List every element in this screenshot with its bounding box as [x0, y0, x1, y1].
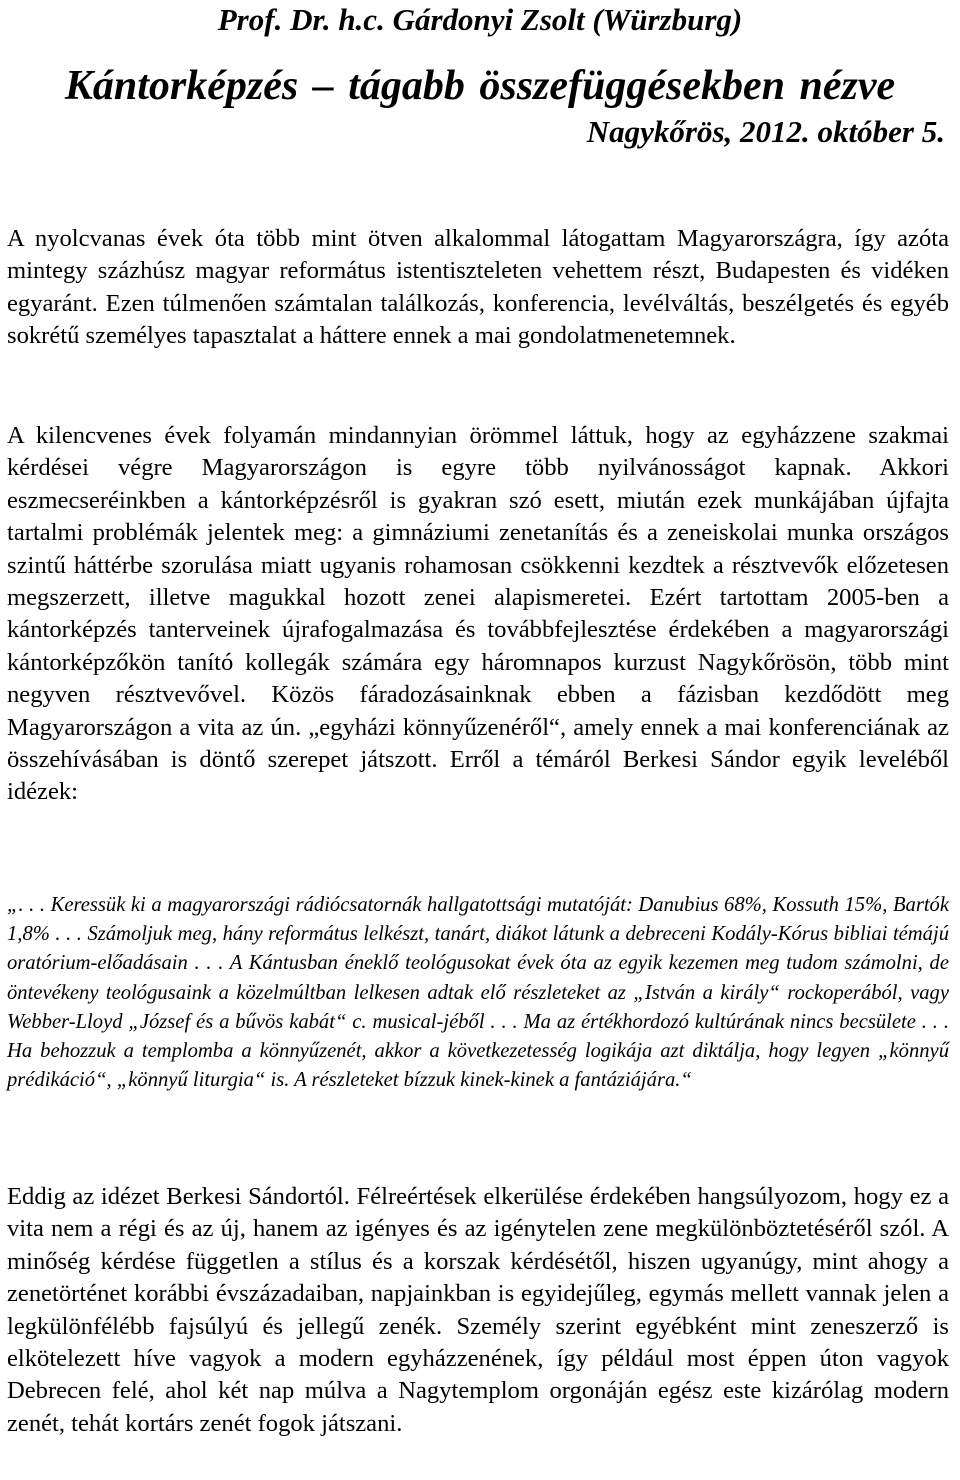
body-paragraph-3: Eddig az idézet Berkesi Sándortól. Félreértések elkerülése érdekében hangsúlyozom, hogy ez a vita nem a régi és az új, hanem az igényes és az igénytelen zene megkülönböztetéséről szól. A minőség kérdése független a stílus és a korszak kérdésétől, hiszen ugyanúgy, mint ahogy a zenetörténet korábbi évszázadaiban, napjainkban is egyidejűleg, egymás mellett vannak jelen a legkülönfélébb fajsúlyú és jellegű zenék. Személy szerint egyébként mint zeneszerző is elkötelezett híve vagyok a modern egyházzenének, így például most éppen úton vagyok Debrecen felé, ahol két nap múlva a Nagytemplom orgonáján egész este kizárólag modern zenét, tehát kortárs zenét fogok játszani. — [7, 1183, 949, 1437]
block-quote: „. . . Keressük ki a magyarországi rádiócsatornák hallgatottsági mutatóját: Danubius 68%, Kossuth 15%, Bartók 1,8% . . . Számoljuk meg, hány református lelkészt, tanárt, diákot látunk a debreceni Kodály-Kórus bibliai témájú oratórium-előadásain . . . A Kántusban éneklő teológusokat évek óta az egyik kezemen meg tudom számolni, de öntevékeny teológusaink a közelmúltban lelkesen adtak elő részleteket az „István a király“ rockoperából, vagy Webber-Lloyd „József és a bűvös kabát“ c. musical-jéből . . . Ma az értékhordozó kultúrának nincs becsülete . . . Ha behozzuk a templomba a könnyűzenét, akkor a következetesség logikája azt diktálja, hogy legyen „könnyű prédikáció“, „könnyű liturgia“ is. A részleteket bízzuk kinek-kinek a fantáziájára.“ — [7, 894, 949, 1092]
author-line: Prof. Dr. h.c. Gárdonyi Zsolt (Würzburg) — [217, 2, 743, 37]
body-paragraph-1: A nyolcvanas évek óta több mint ötven alkalommal látogattam Magyarországra, így azóta mintegy százhúsz magyar református istentiszteleten vehettem részt, Budapesten és vidéken egyaránt. Ezen túlmenően számtalan találkozás, konferencia, levélváltás, beszélgetés és egyéb sokrétű személyes tapasztalat a háttere ennek a mai gondolatmenetemnek. — [7, 225, 949, 350]
document-title: Kántorképzés – tágabb összefüggésekben nézve — [64, 63, 896, 109]
body-paragraph-2: A kilencvenes évek folyamán mindannyian örömmel láttuk, hogy az egyházzene szakmai kérdései végre Magyarországon is egyre több nyilvánosságot kapnak. Akkori eszmecseréinkben a kántorképzésről is gyakran szó esett, miután ezek munkájában újfajta tartalmi problémák jelentek meg: a gimnáziumi zenetanítás és a zeneiskolai munka országos szintű háttérbe szorulása miatt ugyanis rohamosan csökkenni kezdtek a résztvevők előzetesen megszerzett, illetve magukkal hozott zenei alapismeretei. Ezért tartottam 2005-ben a kántorképzés tanterveinek újrafogalmazása és továbbfejlesztése érdekében a magyarországi kántorképzőkön tanító kollegák számára egy háromnapos kurzust Nagykőrösön, több mint negyven résztvevővel. Közös fáradozásainknak ebben a fázisban kezdődött meg Magyarországon a vita az ún. „egyházi könnyűzenéről“, amely ennek a mai konferenciának az összehívásában is döntő szerepet játszott. Erről a témáról Berkesi Sándor egyik leveléből idézek: — [7, 422, 949, 806]
place-date-line: Nagykőrös, 2012. október 5. — [586, 114, 945, 149]
